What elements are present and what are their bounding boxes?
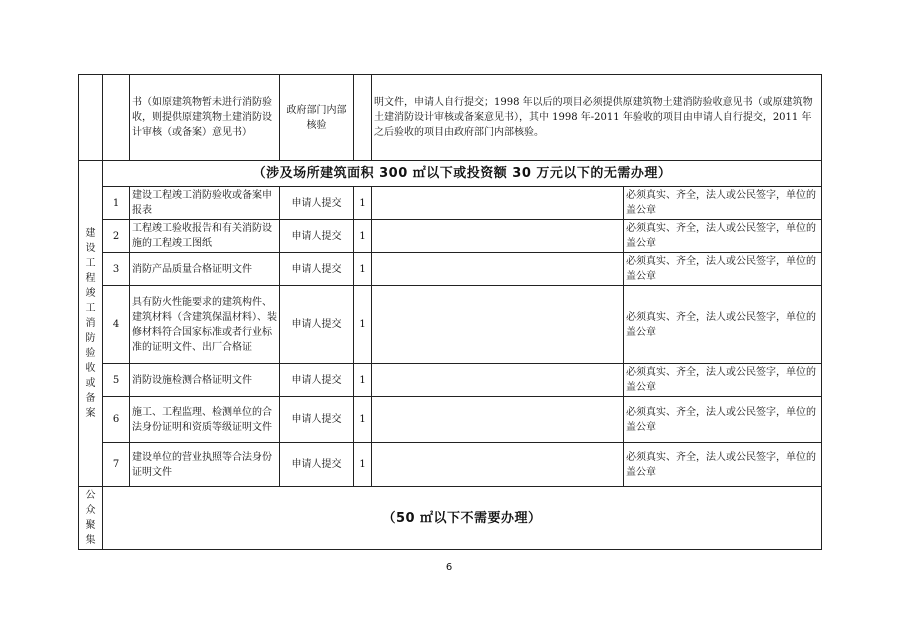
row-number: 1: [103, 187, 130, 220]
row-count: 1: [354, 187, 372, 220]
row-blank: [372, 286, 624, 364]
row-source: 申请人提交: [280, 443, 354, 487]
table-row: [79, 443, 822, 487]
row-number: 6: [103, 397, 130, 443]
count-cell: [354, 75, 372, 161]
row-number: 7: [103, 443, 130, 487]
row-material: 建设工程竣工消防验收或备案申报表: [130, 187, 280, 220]
table-row: [79, 397, 822, 443]
row-source: 申请人提交: [280, 187, 354, 220]
row-number: 3: [103, 253, 130, 286]
row-requirement: 必须真实、齐全，法人或公民签字，单位的盖公章: [624, 187, 822, 220]
source-cell: 政府部门内部核验: [280, 75, 354, 161]
number-cell: [103, 75, 130, 161]
footer-row: [79, 487, 822, 550]
row-requirement: 必须真实、齐全，法人或公民签字，单位的盖公章: [624, 253, 822, 286]
row-count: 1: [354, 220, 372, 253]
row-requirement: 必须真实、齐全，法人或公民签字，单位的盖公章: [624, 443, 822, 487]
row-source: 申请人提交: [280, 286, 354, 364]
row-material: 施工、工程监理、检测单位的合法身份证明和资质等级证明文件: [130, 397, 280, 443]
row-count: 1: [354, 364, 372, 397]
row-count: 1: [354, 443, 372, 487]
row-material: 工程竣工验收报告和有关消防设施的工程竣工图纸: [130, 220, 280, 253]
row-number: 4: [103, 286, 130, 364]
row-source: 申请人提交: [280, 364, 354, 397]
table-row: [79, 187, 822, 220]
row-material: 建设单位的营业执照等合法身份证明文件: [130, 443, 280, 487]
row-material: 消防产品质量合格证明文件: [130, 253, 280, 286]
row-material: 消防设施检测合格证明文件: [130, 364, 280, 397]
table-row: [79, 364, 822, 397]
row-number: 5: [103, 364, 130, 397]
row-requirement: 必须真实、齐全，法人或公民签字，单位的盖公章: [624, 220, 822, 253]
table-row: [79, 286, 822, 364]
row-material: 具有防火性能要求的建筑构件、建筑材料（含建筑保温材料）、装修材料符合国家标准或者行业标准的证明文件、出厂合格证: [130, 286, 280, 364]
row-source: 申请人提交: [280, 397, 354, 443]
row-requirement: 必须真实、齐全，法人或公民签字，单位的盖公章: [624, 364, 822, 397]
row-blank: [372, 253, 624, 286]
row-blank: [372, 443, 624, 487]
row-count: 1: [354, 397, 372, 443]
footer-banner: （50 ㎡以下不需要办理）: [103, 487, 822, 550]
footer-category-label: 公众聚集: [79, 487, 103, 550]
row-blank: [372, 220, 624, 253]
row-requirement: 必须真实、齐全，法人或公民签字，单位的盖公章: [624, 397, 822, 443]
category-label: 建设工程竣工消防验收或备案: [79, 161, 103, 487]
requirement-cell: 明文件，申请人自行提交；1998 年以后的项目必须提供原建筑物土建消防验收意见书（或原建筑物土建消防设计审核或备案意见书），其中 1998 年-2011 年验收的项目由申请人自行提交，2011 年之后验收的项目由政府部门内部核验。: [372, 75, 822, 161]
row-blank: [372, 397, 624, 443]
row-number: 2: [103, 220, 130, 253]
row-requirement: 必须真实、齐全，法人或公民签字，单位的盖公章: [624, 286, 822, 364]
table-row-continuation: [79, 75, 822, 161]
requirements-table: [78, 74, 822, 550]
row-blank: [372, 364, 624, 397]
row-source: 申请人提交: [280, 220, 354, 253]
category-cell: [79, 75, 103, 161]
banner-row: [79, 161, 822, 187]
exemption-banner: （涉及场所建筑面积 300 ㎡以下或投资额 30 万元以下的无需办理）: [103, 161, 822, 187]
row-count: 1: [354, 253, 372, 286]
row-blank: [372, 187, 624, 220]
row-count: 1: [354, 286, 372, 364]
row-source: 申请人提交: [280, 253, 354, 286]
table-row: [79, 253, 822, 286]
table-row: [79, 220, 822, 253]
page-number: 6: [445, 562, 453, 573]
material-cell: 书（如原建筑物暂未进行消防验收，则提供原建筑物土建消防设计审核（或备案）意见书）: [130, 75, 280, 161]
